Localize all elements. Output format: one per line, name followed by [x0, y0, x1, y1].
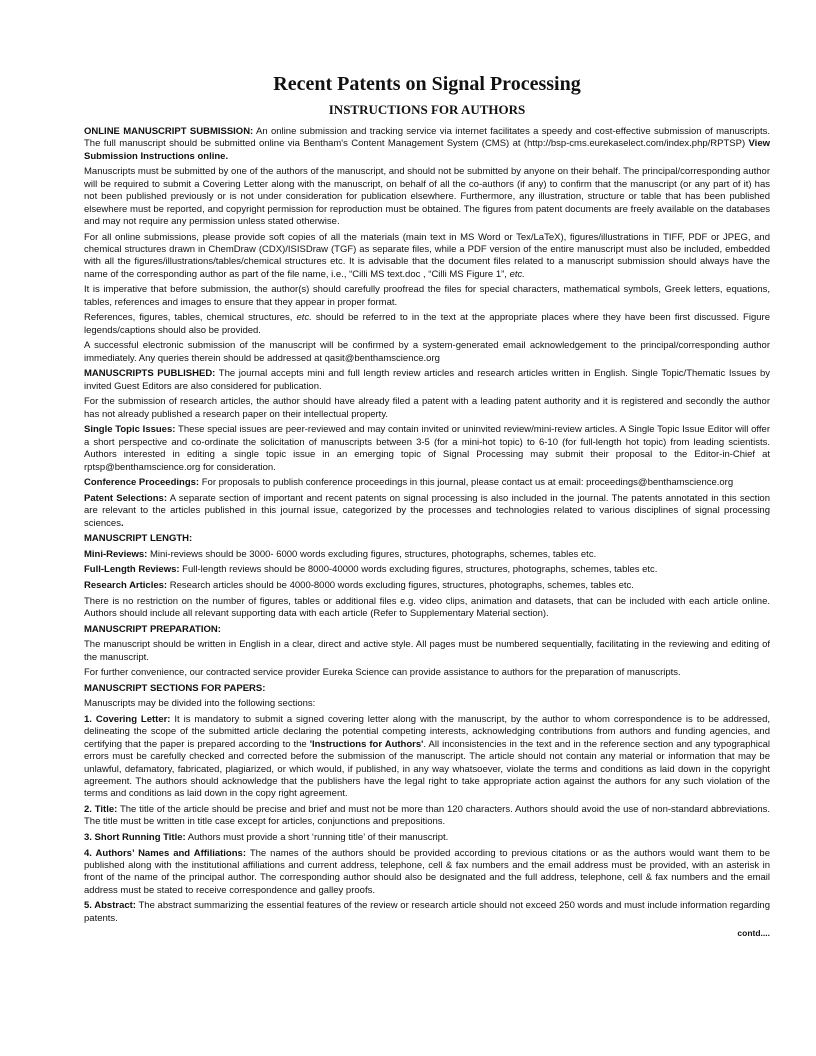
- research-articles-label: Research Articles:: [84, 580, 168, 592]
- must-submit-paragraph: Manuscripts must be submitted by one of the authors of the manuscript, and should not be submitted by anyone on their behalf. The principal/corresponding author will be required to submit a Covering Letter along with the manuscript, on behalf of all the co-authors (if any) to confirm that the manuscript (or any part of it) has not been published previously or is not under consideration for publication elsewhere. Furthermore, any illustration, structure or table that has been published elsewhere must be reported, and copyright permission for reproduction must be obtained. The figures from patent documents are freely available on the databases and may not require any permission unless stated otherwise.: [84, 166, 770, 228]
- single-topic-paragraph: Single Topic Issues: These special issues are peer-reviewed and may contain invited or uninvited review/mini-review articles. A Single Topic Issue Editor will offer a short perspective and co-ordinate the solicitation of manuscripts between 3-5 (for a mini-hot topic) to 6-10 (for full-length hot topic) from leading scientists. Authors interested in editing a single topic issue in an emerging topic of Signal Processing may submit their proposal to the Editor-in-Chief at rptsp@benthamscience.org for consideration.: [84, 424, 770, 473]
- proofread-paragraph: It is imperative that before submission, the author(s) should carefully proofread the files for special characters, mathematical symbols, Greek letters, equations, tables, references and images to ensure that they appear in proper format.: [84, 284, 770, 308]
- full-length-reviews-paragraph: Full-Length Reviews: Full-length reviews should be 8000-40000 words excluding figures, structures, photographs, schemes, tables etc.: [84, 564, 658, 576]
- title-section-paragraph: 2. Title: The title of the article should be precise and brief and must not be more than 120 characters. Authors should avoid the use of non-standard abbreviations. The title must be written in title case except for articles, conjunctions and prepositions.: [84, 804, 770, 828]
- manuscript-sections-heading: MANUSCRIPT SECTIONS FOR PAPERS:: [84, 682, 266, 694]
- title-section-label: 2. Title:: [84, 804, 118, 816]
- no-restriction-paragraph: There is no restriction on the number of figures, tables or additional files e.g. video clips, animation and datasets, that can be included with each article online. Authors should include all relevant supporting data with each article (Refer to Supplementary Material section).: [84, 595, 770, 620]
- manuscript-length-heading: MANUSCRIPT LENGTH:: [84, 533, 193, 545]
- covering-letter-label: 1. Covering Letter:: [84, 714, 171, 725]
- online-submission-paragraph: ONLINE MANUSCRIPT SUBMISSION: An online submission and tracking service via internet facilitates a speedy and cost-effective submission of manuscripts. The full manuscript should be submitted online via Bentham's Content Management System (CMS) at (http://bsp-cms.eurekaselect.com/index.php/RPTSP) View Submission Instructions online.: [84, 126, 770, 162]
- authors-names-paragraph: 4. Authors’ Names and Affiliations: The names of the authors should be provided according to previous citations or as the authors would want them to be published along with the institutional affiliations and current address, telephone, cell & fax numbers and the email address must be provided, with an asterisk in front of the name of the principal author. The corresponding author should also be designated and the full address, telephone, cell & fax numbers and the email address must be stated to receive correspondence and galley proofs.: [84, 847, 770, 896]
- sections-intro-paragraph: Manuscripts may be divided into the following sections:: [84, 698, 316, 710]
- journal-title: Recent Patents on Signal Processing: [273, 73, 581, 95]
- patent-selections-label: Patent Selections:: [84, 492, 167, 504]
- online-submission-label: ONLINE MANUSCRIPT SUBMISSION:: [84, 126, 254, 137]
- conference-paragraph: Conference Proceedings: For proposals to publish conference proceedings in this journal, please contact us at email: proceedings@benthamscience.org: [84, 477, 734, 489]
- references-paragraph: References, figures, tables, chemical structures, etc. should be referred to in the text at the appropriate places where they have been first discussed. Figure legends/captions should also be provided.: [84, 312, 770, 336]
- patent-selections-paragraph: Patent Selections: A separate section of important and recent patents on signal processing is also included in the journal. The patents annotated in this section are relevant to the articles published in this journal issue, categorized by the processes and technologies related to various disciplines of signal processing sciences.: [84, 492, 771, 529]
- abstract-paragraph: 5. Abstract: The abstract summarizing the essential features of the review or research article should not exceed 250 words and must include information regarding patents.: [84, 900, 770, 924]
- confirmation-paragraph: A successful electronic submission of the manuscript will be confirmed by a system-generated email acknowledgement to the principal/corresponding author immediately. Any queries therein should be addressed at qasit@benthamscience.org: [84, 340, 770, 364]
- research-patent-paragraph: For the submission of research articles, the author should have already filed a patent with a leading patent authority and it is registered and secondly the author has not already published a research paper on their intellectual property.: [84, 396, 770, 420]
- manuscripts-published-label: MANUSCRIPTS PUBLISHED:: [84, 368, 216, 380]
- authors-names-label: 4. Authors’ Names and Affiliations:: [84, 847, 246, 859]
- continued-marker: contd....: [737, 928, 770, 939]
- eureka-science-paragraph: For further convenience, our contracted service provider Eureka Science can provide assistance to authors for the preparation of manuscripts.: [84, 667, 681, 679]
- submission-instructions-link[interactable]: View Submission Instructions online.: [84, 138, 770, 162]
- mini-reviews-label: Mini-Reviews:: [84, 548, 148, 560]
- abstract-label: 5. Abstract:: [84, 900, 136, 912]
- soft-copies-paragraph: For all online submissions, please provide soft copies of all the materials (main text in MS Word or Tex/LaTeX), figures/illustrations in TIFF, PDF or JPEG, and chemical structures drawn in ChemDraw (CDX)/ISISDraw (TGF) as separate files, while a PDF version of the entire manuscript must also be included, embedded with all the figures/illustrations/tables/chemical structures etc. It is advisable that the document files related to a manuscript submission should always have the name of the corresponding author as part of the file name, i.e., “Cilli MS text.doc , “Cilli MS Figure 1”, etc.: [84, 231, 770, 280]
- running-title-label: 3. Short Running Title:: [84, 832, 186, 844]
- full-length-reviews-label: Full-Length Reviews:: [84, 564, 180, 576]
- manuscript-preparation-heading: MANUSCRIPT PREPARATION:: [84, 623, 221, 635]
- research-articles-paragraph: Research Articles: Research articles should be 4000-8000 words excluding figures, structures, photographs, schemes, tables etc.: [84, 580, 634, 592]
- running-title-paragraph: 3. Short Running Title: Authors must provide a short ‘running title’ of their manuscript.: [84, 832, 449, 844]
- conference-label: Conference Proceedings:: [84, 477, 200, 489]
- document-page: [84, 72, 770, 938]
- single-topic-label: Single Topic Issues:: [84, 424, 176, 436]
- manuscripts-published-paragraph: MANUSCRIPTS PUBLISHED: The journal accepts mini and full length review articles and research articles written in English. Single Topic/Thematic Issues by invited Guest Editors are also considered for publication.: [84, 368, 770, 392]
- english-style-paragraph: The manuscript should be written in English in a clear, direct and active style. All pages must be numbered sequentially, facilitating in the reviewing and editing of the manuscript.: [84, 639, 770, 663]
- instructions-heading: INSTRUCTIONS FOR AUTHORS: [328, 102, 526, 117]
- mini-reviews-paragraph: Mini-Reviews: Mini-reviews should be 3000- 6000 words excluding figures, structures, photographs, schemes, tables etc.: [84, 548, 597, 560]
- covering-letter-paragraph: 1. Covering Letter: It is mandatory to submit a signed covering letter along with the manuscript, by the author to whom correspondence is to be addressed, delineating the scope of the submitted article declaring the potential competing interests, acknowledging contributions from authors and funding agencies, and certifying that the paper is prepared according to the 'Instructions for Authors'. All inconsistencies in the text and in the reference section and any typographical errors must be carefully checked and corrected before the submission of the manuscript. The article should not contain any material or information that may be unlawful, defamatory, fabricated, plagiarized, or which would, if published, in any way whatsoever, violate the terms and conditions as laid down in the copyright agreement. The authors should acknowledge that the publishers have the legal right to take appropriate action against the authors for any such violation of the terms and conditions as laid down in the copy right agreement.: [84, 714, 771, 800]
